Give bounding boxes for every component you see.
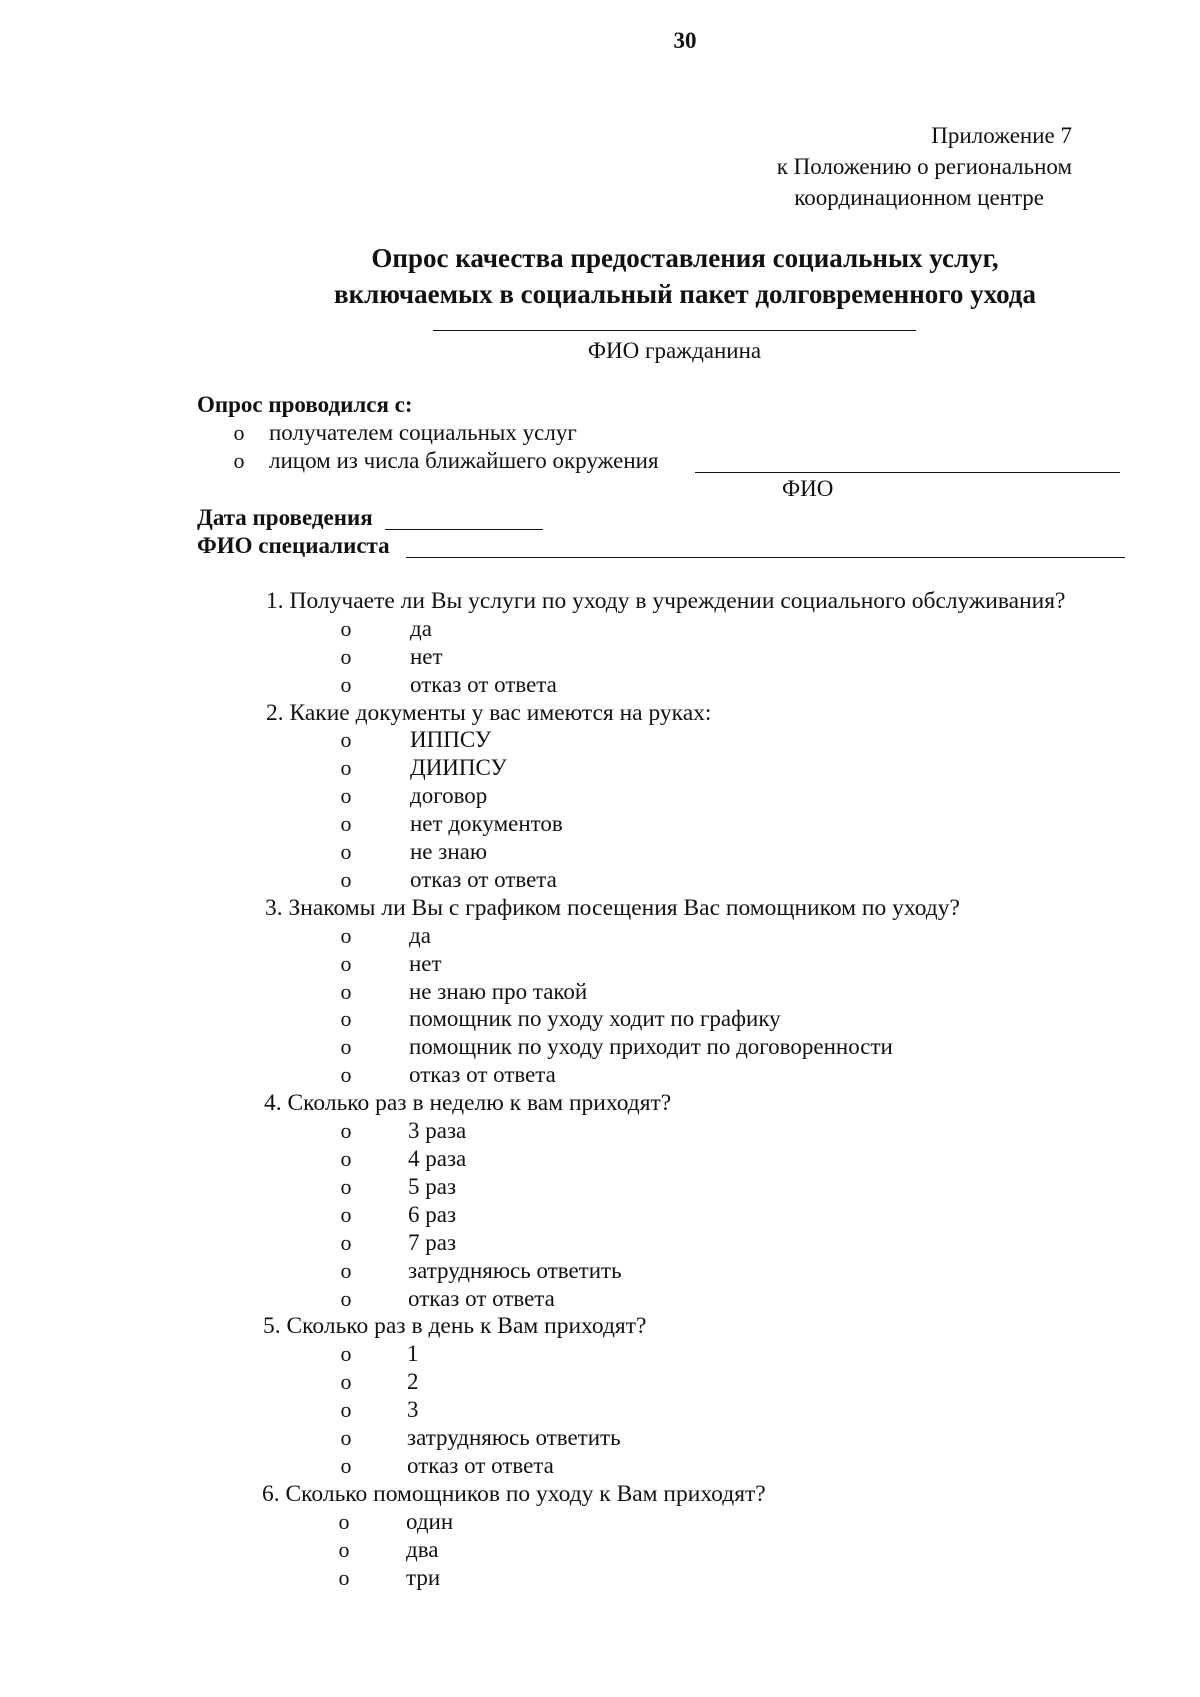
option-bullet-icon[interactable]: о	[340, 1034, 352, 1059]
conducted-option-relative: лицом из числа ближайшего окружения	[269, 448, 659, 473]
option-bullet-icon[interactable]: о	[340, 1146, 352, 1171]
specialist-label: ФИО специалиста	[197, 533, 390, 558]
option-bullet-icon[interactable]: о	[340, 1118, 352, 1143]
question-5-option: 3	[407, 1397, 419, 1422]
question-2-option: ДИИПСУ	[410, 755, 507, 780]
option-bullet-icon[interactable]: о	[340, 1230, 352, 1255]
question-2: 2. Какие документы у вас имеются на руках:	[266, 700, 712, 726]
option-bullet-icon[interactable]: о	[340, 1062, 352, 1087]
option-bullet-icon[interactable]: о	[338, 1537, 350, 1562]
question-4: 4. Сколько раз в неделю к вам приходят?	[264, 1090, 672, 1116]
option-bullet-icon[interactable]: о	[340, 727, 352, 752]
option-bullet-icon[interactable]: о	[340, 672, 352, 697]
specialist-name-line	[406, 557, 1125, 558]
annex-line-3: координационном центре	[794, 185, 1044, 210]
option-bullet-icon[interactable]: о	[340, 1369, 352, 1394]
option-bullet-icon[interactable]: о	[340, 1453, 352, 1478]
option-bullet-icon[interactable]: о	[338, 1509, 350, 1534]
option-bullet-icon[interactable]: о	[340, 1202, 352, 1227]
question-3-option: помощник по уходу ходит по графику	[409, 1006, 781, 1031]
question-6: 6. Сколько помощников по уходу к Вам приходят?	[262, 1481, 766, 1507]
option-bullet-icon[interactable]: о	[340, 951, 352, 976]
question-1-option: нет	[410, 644, 443, 669]
question-5-option: затрудняюсь ответить	[407, 1425, 621, 1450]
option-bullet-icon[interactable]: о	[340, 923, 352, 948]
question-2-option: договор	[410, 783, 488, 808]
question-2-option: не знаю	[410, 839, 488, 864]
conducted-with-label: Опрос проводился с:	[197, 392, 413, 417]
option-bullet-icon[interactable]: о	[340, 755, 352, 780]
title-line-2: включаемых в социальный пакет долговременного ухода	[334, 279, 1036, 309]
question-4-option: 4 раза	[408, 1146, 467, 1171]
option-bullet-icon[interactable]: о	[340, 1397, 352, 1422]
question-1-option: да	[410, 616, 432, 641]
question-5-option: 1	[407, 1341, 419, 1366]
bullet-icon: о	[233, 448, 245, 473]
question-5-option: отказ от ответа	[407, 1453, 554, 1478]
option-bullet-icon[interactable]: о	[340, 1006, 352, 1031]
option-bullet-icon[interactable]: о	[340, 1341, 352, 1366]
relative-name-line	[695, 472, 1120, 473]
question-5-option: 2	[407, 1369, 419, 1394]
annex-reference	[672, 120, 1072, 213]
question-2-option: нет документов	[410, 811, 563, 836]
question-2-option: ИППСУ	[410, 727, 492, 752]
option-bullet-icon[interactable]: о	[340, 644, 352, 669]
page-number: 30	[673, 28, 697, 53]
citizen-name-caption: ФИО гражданина	[587, 338, 762, 363]
option-bullet-icon[interactable]: о	[338, 1565, 350, 1590]
option-bullet-icon[interactable]: о	[340, 979, 352, 1004]
question-4-option: 7 раз	[408, 1230, 457, 1255]
question-3: 3. Знакомы ли Вы с графиком посещения Вас помощником по уходу?	[265, 895, 960, 921]
conducted-option-recipient: получателем социальных услуг	[269, 420, 577, 445]
question-6-option: один	[406, 1509, 454, 1534]
question-1-option: отказ от ответа	[410, 672, 557, 697]
option-bullet-icon[interactable]: о	[340, 867, 352, 892]
question-3-option: нет	[409, 951, 442, 976]
question-3-option: не знаю про такой	[409, 979, 588, 1004]
date-line	[385, 529, 543, 530]
question-4-option: отказ от ответа	[408, 1286, 555, 1311]
option-bullet-icon[interactable]: о	[340, 1425, 352, 1450]
date-label: Дата проведения	[197, 505, 373, 530]
question-6-option: три	[406, 1565, 441, 1590]
question-4-option: 5 раз	[408, 1174, 457, 1199]
question-4-option: 6 раз	[408, 1202, 457, 1227]
question-1: 1. Получаете ли Вы услуги по уходу в учреждении социального обслуживания?	[266, 588, 1066, 614]
question-2-option: отказ от ответа	[410, 867, 557, 892]
question-6-option: два	[406, 1537, 439, 1562]
relative-name-caption: ФИО	[782, 476, 834, 501]
option-bullet-icon[interactable]: о	[340, 839, 352, 864]
option-bullet-icon[interactable]: о	[340, 616, 352, 641]
title-line-1: Опрос качества предоставления социальных услуг,	[371, 243, 999, 273]
question-4-option: 3 раза	[408, 1118, 467, 1143]
question-4-option: затрудняюсь ответить	[408, 1258, 622, 1283]
question-5: 5. Сколько раз в день к Вам приходят?	[263, 1313, 647, 1339]
bullet-icon: о	[233, 420, 245, 445]
option-bullet-icon[interactable]: о	[340, 1174, 352, 1199]
question-3-option: отказ от ответа	[409, 1062, 556, 1087]
question-3-option: да	[409, 923, 431, 948]
option-bullet-icon[interactable]: о	[340, 783, 352, 808]
citizen-name-line	[433, 330, 916, 331]
option-bullet-icon[interactable]: о	[340, 811, 352, 836]
question-3-option: помощник по уходу приходит по договоренности	[409, 1034, 893, 1059]
option-bullet-icon[interactable]: о	[340, 1258, 352, 1283]
option-bullet-icon[interactable]: о	[340, 1286, 352, 1311]
document-title	[0, 240, 1200, 312]
annex-line-2: к Положению о региональном	[776, 154, 1072, 179]
annex-line-1: Приложение 7	[931, 123, 1072, 148]
